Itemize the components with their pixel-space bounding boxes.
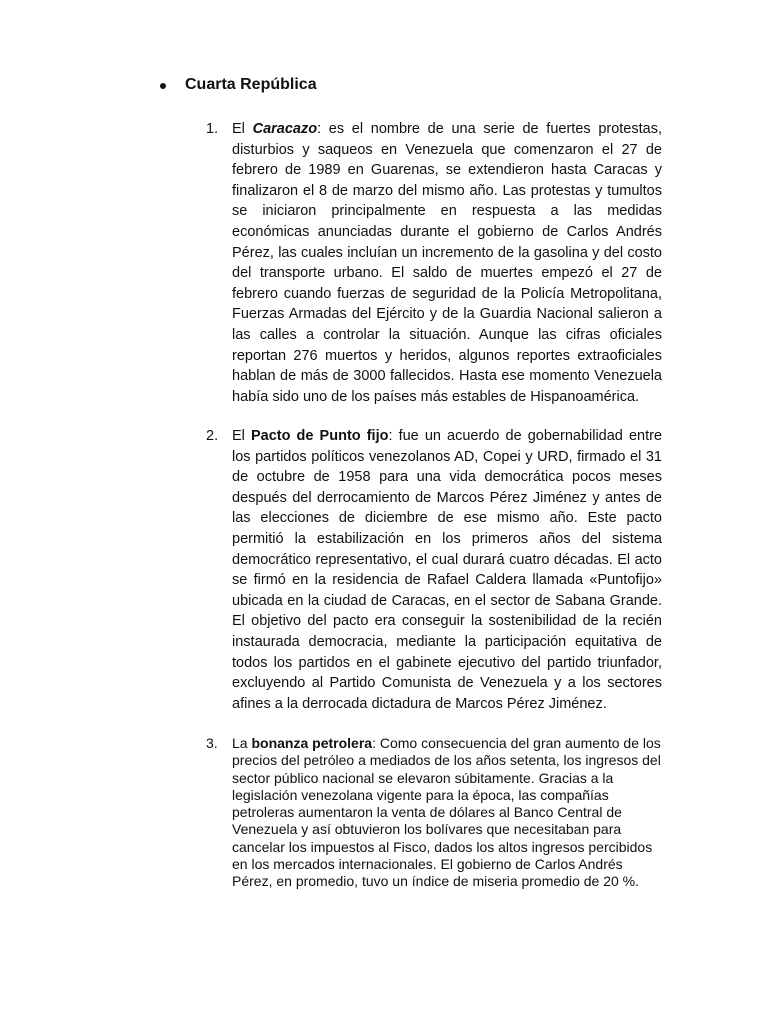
list-item-prefix: La [232, 735, 252, 751]
list-item-caracazo [206, 119, 662, 407]
bullet-icon [160, 83, 166, 89]
list-item-prefix: El [232, 121, 253, 137]
list-item-number: 2. [206, 428, 219, 444]
list-item-term: bonanza petrolera [251, 735, 373, 751]
list-item-body [232, 735, 662, 891]
list-item-text: : fue un acuerdo de gobernabilidad entre los partidos políticos venezolanos AD, Copei y URD, firmado el 31 de octubre de 1958 para una vida democrática pocos meses después del derrocamiento de Marcos Pérez Jiménez y antes de las elecciones de diciembre de ese mismo año. Este pacto permitió la estabilización en los primeros años del sistema democrático representativo, el cual durará cuatro décadas. El acto se firmó en la residencia de Rafael Caldera llamada «Puntofijo» ubicada en la ciudad de Caracas, en el sector de Sabana Grande. El objetivo del pacto era conseguir la sostenibilidad de la recién instaurada democracia, mediante la participación equitativa de todos los partidos en el gabinete ejecutivo del partido triunfador, excluyendo al Partido Comunista de Venezuela y a los sectores afines a la derrocada dictadura de Marcos Pérez Jiménez. [232, 428, 663, 712]
list-item-bonanza-petrolera [206, 735, 662, 891]
list-item-text: : Como consecuencia del gran aumento de los precios del petróleo a mediados de los años setenta, los ingresos del sector público nacional se elevaron súbitamente. Gracias a la legislación venezolana vigente para la época, las compañías petroleras aumentaron la venta de dólares al Banco Central de Venezuela y así obtuvieron los bolívares que necesitaban para cancelar los impuestos al Fisco, dados los altos ingresos percibidos en los mercados internacionales. El gobierno de Carlos Andrés Pérez, en promedio, tuvo un índice de miseria promedio de 20 %. [232, 735, 661, 890]
section-heading-row [160, 74, 317, 96]
section-heading: Cuarta República [185, 76, 317, 93]
list-item-number: 3. [206, 735, 218, 751]
list-item-pacto-punto-fijo [206, 426, 662, 714]
list-item-text: : es el nombre de una serie de fuertes protestas, disturbios y saqueos en Venezuela que comenzaron el 27 de febrero de 1989 en Guarenas, se extendieron hasta Caracas y finalizaron el 8 de marzo del mismo año. Las protestas y tumultos se iniciaron principalmente en respuesta a las medidas económicas anunciadas durante el gobierno de Carlos Andrés Pérez, las cuales incluían un incremento de la gasolina y del costo del transporte urbano. El saldo de muertes empezó el 27 de febrero cuando fuerzas de seguridad de la Policía Metropolitana, Fuerzas Armadas del Ejército y de la Guardia Nacional salieron a las calles a controlar la situación. Aunque las cifras oficiales reportan 276 muertos y heridos, algunos reportes extraoficiales hablan de más de 3000 fallecidos. Hasta ese momento Venezuela había sido uno de los países más estables de Hispanoamérica. [232, 121, 662, 405]
list-item-term: Pacto de Punto fijo [250, 428, 389, 444]
list-item-body [232, 426, 662, 714]
list-item-body [232, 119, 662, 407]
list-item-term: Caracazo [252, 121, 318, 137]
list-item-prefix: El [232, 428, 251, 444]
list-item-number: 1. [206, 121, 219, 137]
